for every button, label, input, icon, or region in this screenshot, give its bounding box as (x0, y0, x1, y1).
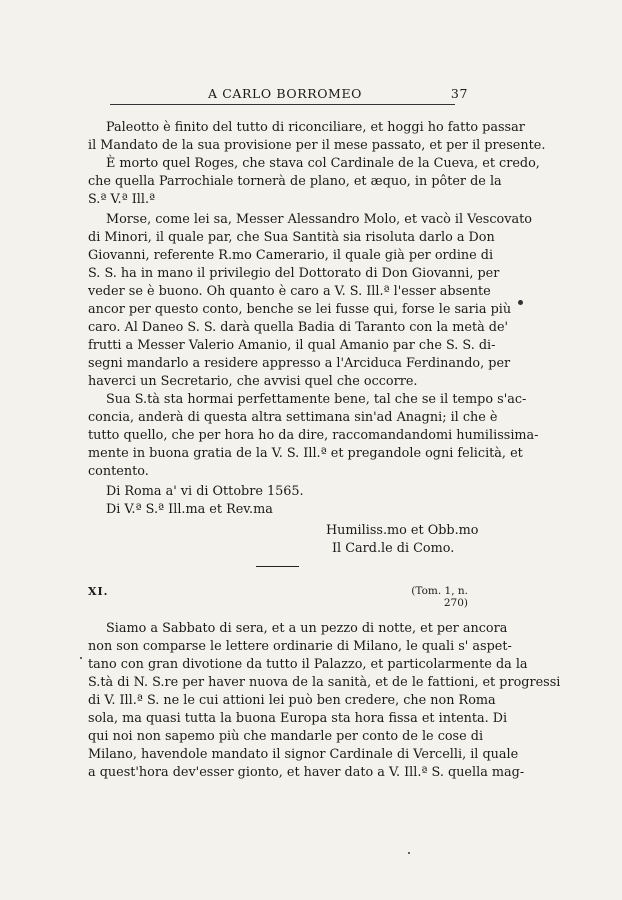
text-line: veder se è buono. Oh quanto è caro a V. S. Ill.ª l'esser absente (88, 284, 491, 299)
text-line: Paleotto è finito del tutto di riconciliare, et hoggi ho fatto passar (106, 120, 525, 135)
text-line: il Mandato de la sua provisione per il mese passato, et per il presente. (88, 138, 546, 153)
text-line: Giovanni, referente R.mo Camerario, il quale già per ordine di (88, 248, 494, 263)
text-line: tutto quello, che per hora ho da dire, raccomandandomi humilissima- (88, 428, 539, 443)
text-line: haverci un Secretario, che avvisi quel che occorre. (88, 374, 418, 389)
text-line: non son comparse le lettere ordinarie di Milano, le quali s' aspet- (88, 639, 512, 654)
address-line: Di V.ª S.ª Ill.ma et Rev.ma (106, 502, 273, 517)
text-line: che quella Parrochiale tornerà de plano, et æquo, in pôter de la (88, 174, 502, 189)
text-line: di V. Ill.ª S. ne le cui attioni lei può ben credere, che non Roma (88, 693, 496, 708)
text-line: Milano, havendole mandato il signor Cardinale di Vercelli, il quale (88, 747, 519, 762)
signature-line: Humiliss.mo et Obb.mo (326, 523, 479, 538)
page-number: 37 (450, 86, 468, 101)
text-line: È morto quel Roges, che stava col Cardinale de la Cueva, et credo, (106, 156, 540, 171)
running-title: A CARLO BORROMEO (208, 86, 363, 101)
text-line: Sua S.tà sta hormai perfettamente bene, tal che se il tempo s'ac- (106, 392, 527, 407)
source-reference: (Tom. 1, n. 270) (411, 585, 468, 609)
text-line: S.ª V.ª Ill.ª (88, 192, 156, 207)
text-line: mente in buona gratia de la V. S. Ill.ª et pregandole ogni felicità, et (88, 446, 523, 461)
letter-number: XI. (88, 585, 109, 598)
scan-speck (408, 852, 410, 854)
text-line: S.tà di N. S.re per haver nuova de la sanità, et de le fattioni, et progressi (88, 675, 561, 690)
text-line: a quest'hora dev'esser gionto, et haver dato a V. Ill.ª S. quella mag- (88, 765, 525, 780)
text-line: caro. Al Daneo S. S. darà quella Badia di Taranto con la metà de' (88, 320, 509, 335)
text-line: contento. (88, 464, 149, 479)
text-line: di Minori, il quale par, che Sua Santità sia risoluta darlo a Don (88, 230, 495, 245)
text-line: qui noi non sapemo più che mandarle per conto de le cose di (88, 729, 484, 744)
text-line: segni mandarlo a residere appresso a l'Arciduca Ferdinando, per (88, 356, 511, 371)
text-line: sola, ma quasi tutta la buona Europa sta hora fissa et intenta. Di (88, 711, 508, 726)
letter-separator-rule (256, 566, 299, 567)
header-rule (110, 104, 455, 105)
text-line: frutti a Messer Valerio Amanio, il qual Amanio par che S. S. di- (88, 338, 496, 353)
signature-line: Il Card.le di Como. (332, 541, 455, 556)
scan-speck (80, 657, 82, 659)
text-line: S. S. ha in mano il privilegio del Dottorato di Don Giovanni, per (88, 266, 500, 281)
text-line: ancor per questo conto, benche se lei fusse qui, forse le saria più (88, 302, 512, 317)
scan-speck (518, 300, 523, 305)
text-line: concia, anderà di questa altra settimana sin'ad Anagni; il che è (88, 410, 498, 425)
text-line: Morse, come lei sa, Messer Alessandro Molo, et vacò il Vescovato (106, 212, 532, 227)
text-line: tano con gran divotione da tutto il Palazzo, et particolarmente da la (88, 657, 528, 672)
text-line: Siamo a Sabbato di sera, et a un pezzo di notte, et per ancora (106, 621, 508, 636)
date-line: Di Roma a' vi di Ottobre 1565. (106, 484, 304, 499)
